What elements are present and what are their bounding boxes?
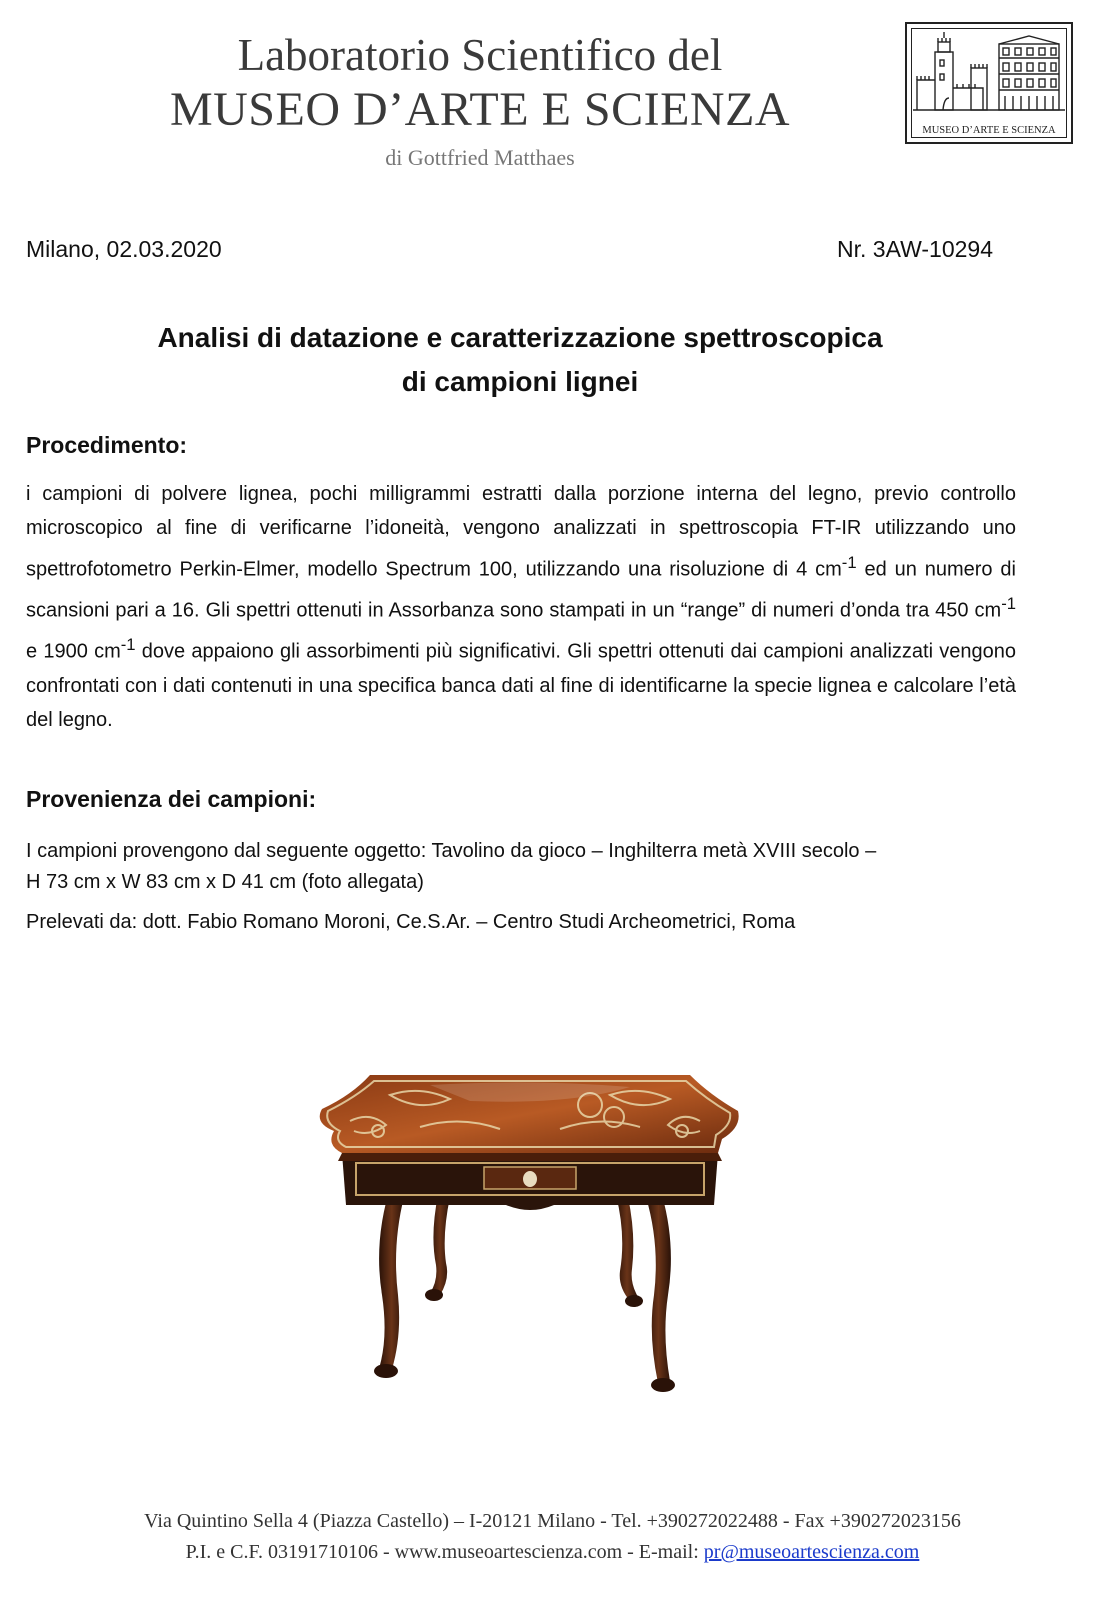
logo-caption: MUSEO D’ARTE E SCIENZA xyxy=(922,125,1056,136)
title-line-1: Analisi di datazione e caratterizzazione spettroscopica xyxy=(157,322,883,353)
document-number: Nr. 3AW-10294 xyxy=(837,236,993,262)
subtitle: di Gottfried Matthaes xyxy=(385,145,575,170)
museum-title: MUSEO D’ARTE E SCIENZA xyxy=(169,83,791,136)
superscript-2: -1 xyxy=(1001,593,1016,613)
footer-tax-web: P.I. e C.F. 03191710106 - www.museoartescienza.com - E-mail: xyxy=(185,1541,704,1563)
provenance-line-1: I campioni provengono dal seguente oggetto: Tavolino da gioco – Inghilterra metà XVIII secolo – xyxy=(26,840,877,862)
footer-contact xyxy=(0,1541,1105,1564)
footer-address: Via Quintino Sella 4 (Piazza Castello) – I-20121 Milano - Tel. +390272022488 - Fax +390272023156 xyxy=(144,1510,961,1532)
procedure-paragraph: i campioni di polvere lignea, pochi milligrammi estratti dalla porzione interna del legno, previo controllo microscopico al fine di verificarne l’idoneità, vengono analizzati in spettroscopia FT-IR utilizzando uno spettrofotometro Perkin-Elmer, modello Spectrum 100, utilizzando una risoluzione di 4 $cm^{-1}$ ed un numero di scansioni pari a 16. Gli spettri ottenuti in Assorbanza sono stampati in un “range” di numeri d’onda tra 450 $cm^{-1}$ e 1900 $cm^{-1}$ dove appaiono gli assorbimenti più significativi. Gli spettri ottenuti dai campioni analizzati vengono confrontati con i dati contenuti in una specifica banca dati al fine di identificarne la specie lignea e calcolare l’età del legno. xyxy=(26,483,1016,732)
museum-logo xyxy=(905,22,1073,144)
provenance-line-3: Prelevati da: dott. Fabio Romano Moroni, Ce.S.Ar. – Centro Studi Archeometrici, Roma xyxy=(26,911,796,933)
provenance-heading: Provenienza dei campioni: xyxy=(26,786,317,812)
email-link[interactable]: pr@museoartescienza.com xyxy=(703,1541,920,1563)
document-date: Milano, 02.03.2020 xyxy=(26,236,222,262)
superscript-1: -1 xyxy=(841,552,857,572)
castle-icon xyxy=(913,30,1065,116)
lab-title: Laboratorio Scientifico del xyxy=(237,30,723,80)
provenance-line-2: H 73 cm x W 83 cm x D 41 cm (foto allegata) xyxy=(26,871,424,893)
title-line-2: di campioni lignei xyxy=(401,366,639,397)
procedure-heading: Procedimento: xyxy=(26,432,188,458)
card-table-photo xyxy=(270,1065,790,1415)
document-title xyxy=(60,316,980,404)
superscript-3: -1 xyxy=(120,634,136,654)
